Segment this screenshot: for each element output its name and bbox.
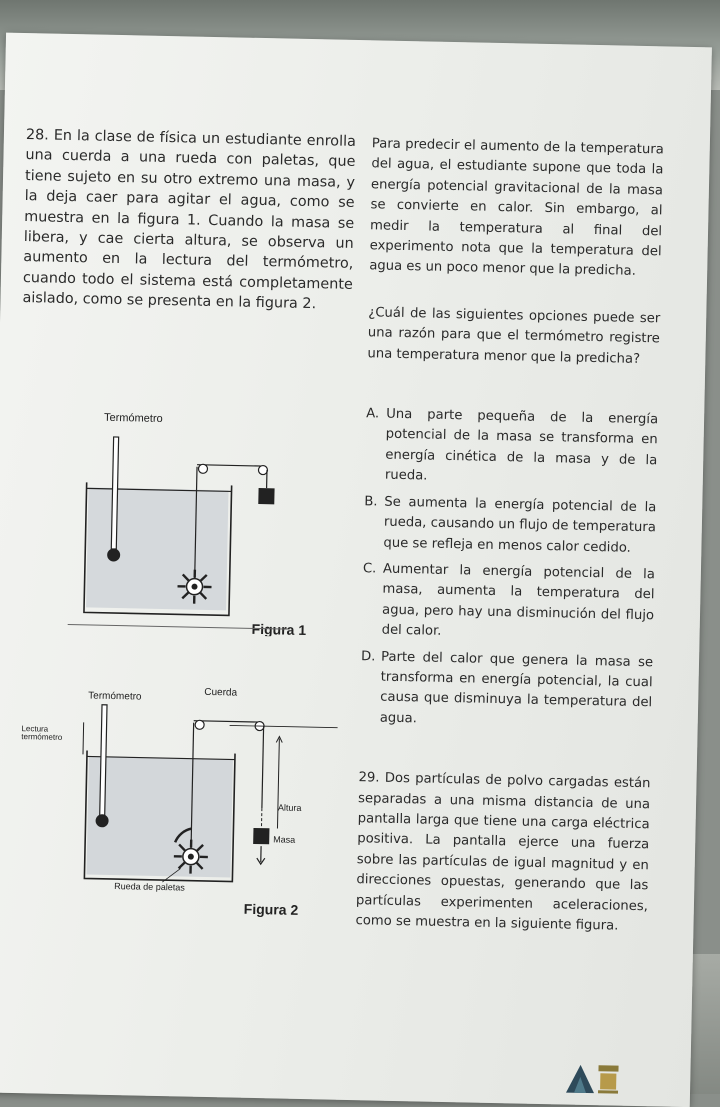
pulley-left <box>195 720 204 729</box>
option-c[interactable] <box>361 559 655 647</box>
figure2-rope-label: Cuerda <box>204 687 237 699</box>
figure2-thermometer-label: Termómetro <box>88 690 142 702</box>
mass-block <box>258 488 274 504</box>
mass-block <box>253 828 269 844</box>
question-number: 29. <box>358 770 379 785</box>
option-a[interactable] <box>365 404 659 492</box>
figure-2 <box>0 673 344 925</box>
figure2-height-label: Altura <box>278 802 302 812</box>
right-column <box>355 134 664 937</box>
figure2-caption: Figura 2 <box>244 901 299 918</box>
exam-page <box>0 33 712 1107</box>
question-28-context: Para predecir el aumento de la temperatura del agua, el estudiante supone que toda la energía potencial gravitacional de la masa se convierte en calor. Sin embargo, al medir la temperatura al final del experimento nota que la temperatura del agua es un poco menor que la predicha. <box>369 134 664 283</box>
figure2-mass-label: Masa <box>273 834 295 844</box>
question-28-prompt: ¿Cuál de las siguientes opciones puede ser una razón para que el termómetro registre una temperatura menor que la predicha? <box>367 303 660 370</box>
institution-logo-icon <box>562 1056 623 1097</box>
figure1-caption: Figura 1 <box>251 621 306 638</box>
question-29-text: Dos partículas de polvo cargadas están separadas a una misma distancia de una pantalla larga que tiene una carga eléctrica positiva. La pantalla ejerce una fuerza sobre las partículas de igual magnitud y en direcciones opuestas, generando que las partículas experimenten aceleraciones, como se muestra en la siguiente figura. <box>355 771 650 934</box>
figure2-wheel-label: Rueda de paletas <box>114 881 185 892</box>
option-text: Una parte pequeña de la energía potencial de la masa se transforma en energía cinética de la masa y de la rueda. <box>385 405 659 492</box>
option-letter: C. <box>361 559 383 641</box>
option-text: Parte del calor que genera la masa se transforma en energía potencial, la cual causa que disminuya la temperatura del agua. <box>380 647 654 734</box>
question-number: 28. <box>26 127 49 143</box>
figure1-thermometer-label: Termómetro <box>104 412 163 425</box>
option-b[interactable] <box>363 492 656 559</box>
option-letter: D. <box>360 647 382 729</box>
answer-options <box>360 404 659 734</box>
water <box>86 757 232 878</box>
water <box>86 487 228 610</box>
option-text: Se aumenta la energía potencial de la rueda, causando un flujo de temperatura que se refleja en menos calor cedido. <box>383 492 656 559</box>
question-28-stem <box>22 125 356 316</box>
figure-1 <box>44 402 349 638</box>
pulley-left <box>198 464 207 473</box>
option-d[interactable] <box>360 647 654 735</box>
figure2-reading-label-2: termómetro <box>21 732 63 742</box>
option-text: Aumentar la energía potencial de la masa, aumenta la temperatura del agua, pero hay una disminución del flujo del calor. <box>381 560 655 647</box>
question-28-text: En la clase de física un estudiante enrolla una cuerda a una rueda con paletas, que tiene sujeto en su otro extremo una masa, y la deja caer para agitar el agua, como se muestra en la figura 1. Cuando la masa se libera, y cae cierta altura, se observa un aumento en la lectura del termómetro, cuando todo el sistema está completamente aislado, como se presenta en la figura 2. <box>22 128 356 313</box>
figure2-reading-label-1: Lectura <box>21 724 48 734</box>
question-29 <box>355 768 650 937</box>
pulley-right <box>258 465 267 474</box>
option-letter: A. <box>365 404 387 486</box>
option-letter: B. <box>363 492 384 554</box>
